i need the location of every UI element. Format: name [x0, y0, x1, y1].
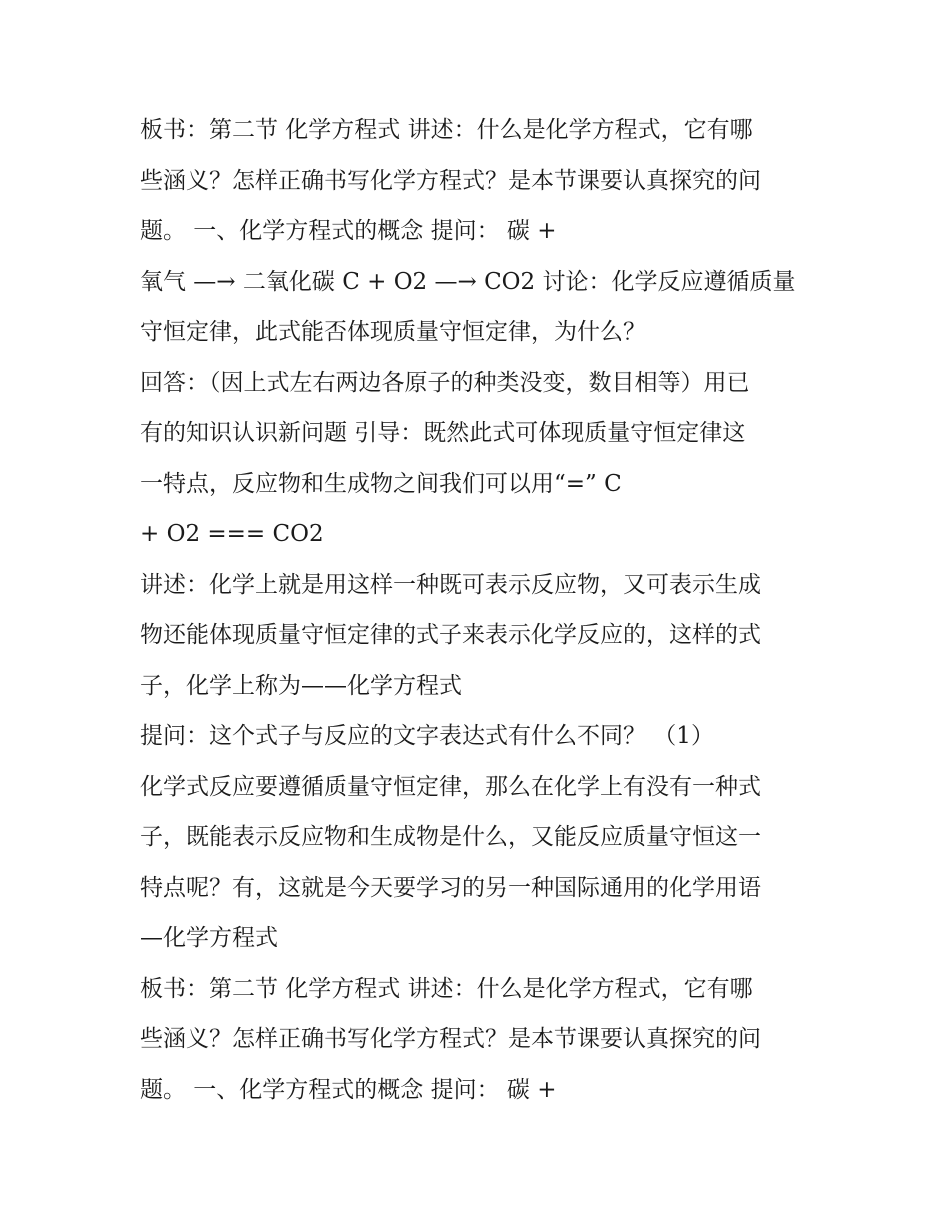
- text-line: 守恒定律，此式能否体现质量守恒定律，为什么？: [140, 319, 646, 345]
- document-body: [140, 105, 820, 1115]
- text-line: 一特点，反应物和生成物之间我们可以用“=” C: [140, 470, 622, 497]
- text-line: 子，既能表示反应物和生成物是什么，又能反应质量守恒这一: [140, 824, 761, 850]
- text-line: 题。 一、化学方程式的概念 提问： 碳 +: [140, 1076, 557, 1103]
- text-line: 板书：第二节 化学方程式 讲述：什么是化学方程式，它有哪: [140, 975, 753, 1002]
- text-line: 有的知识认识新问题 引导：既然此式可体现质量守恒定律这: [140, 420, 746, 446]
- text-line: 化学式反应要遵循质量守恒定律，那么在化学上有没有一种式: [140, 773, 761, 800]
- text-line: 些涵义？怎样正确书写化学方程式？是本节课要认真探究的问: [140, 167, 761, 194]
- text-line: 题。 一、化学方程式的概念 提问： 碳 +: [140, 218, 557, 244]
- text-line: 特点呢？有，这就是今天要学习的另一种国际通用的化学用语: [140, 874, 761, 901]
- text-line: + O2 === CO2: [140, 521, 324, 547]
- text-line: 提问：这个式子与反应的文字表达式有什么不同？ （1）: [140, 723, 714, 749]
- text-line: 些涵义？怎样正确书写化学方程式？是本节课要认真探究的问: [140, 1026, 761, 1052]
- text-line: 讲述：化学上就是用这样一种既可表示反应物，又可表示生成: [140, 571, 761, 598]
- text-line: —化学方程式: [140, 925, 278, 951]
- text-line: 板书：第二节 化学方程式 讲述：什么是化学方程式，它有哪: [140, 117, 753, 143]
- text-line: 回答：（因上式左右两边各原子的种类没变，数目相等）用已: [140, 369, 750, 396]
- text-line: 子，化学上称为——化学方程式: [140, 672, 462, 699]
- text-line: 物还能体现质量守恒定律的式子来表示化学反应的，这样的式: [140, 622, 761, 648]
- text-line: 氧气 —→ 二氧化碳 C + O2 —→ CO2 讨论：化学反应遵循质量: [140, 268, 796, 295]
